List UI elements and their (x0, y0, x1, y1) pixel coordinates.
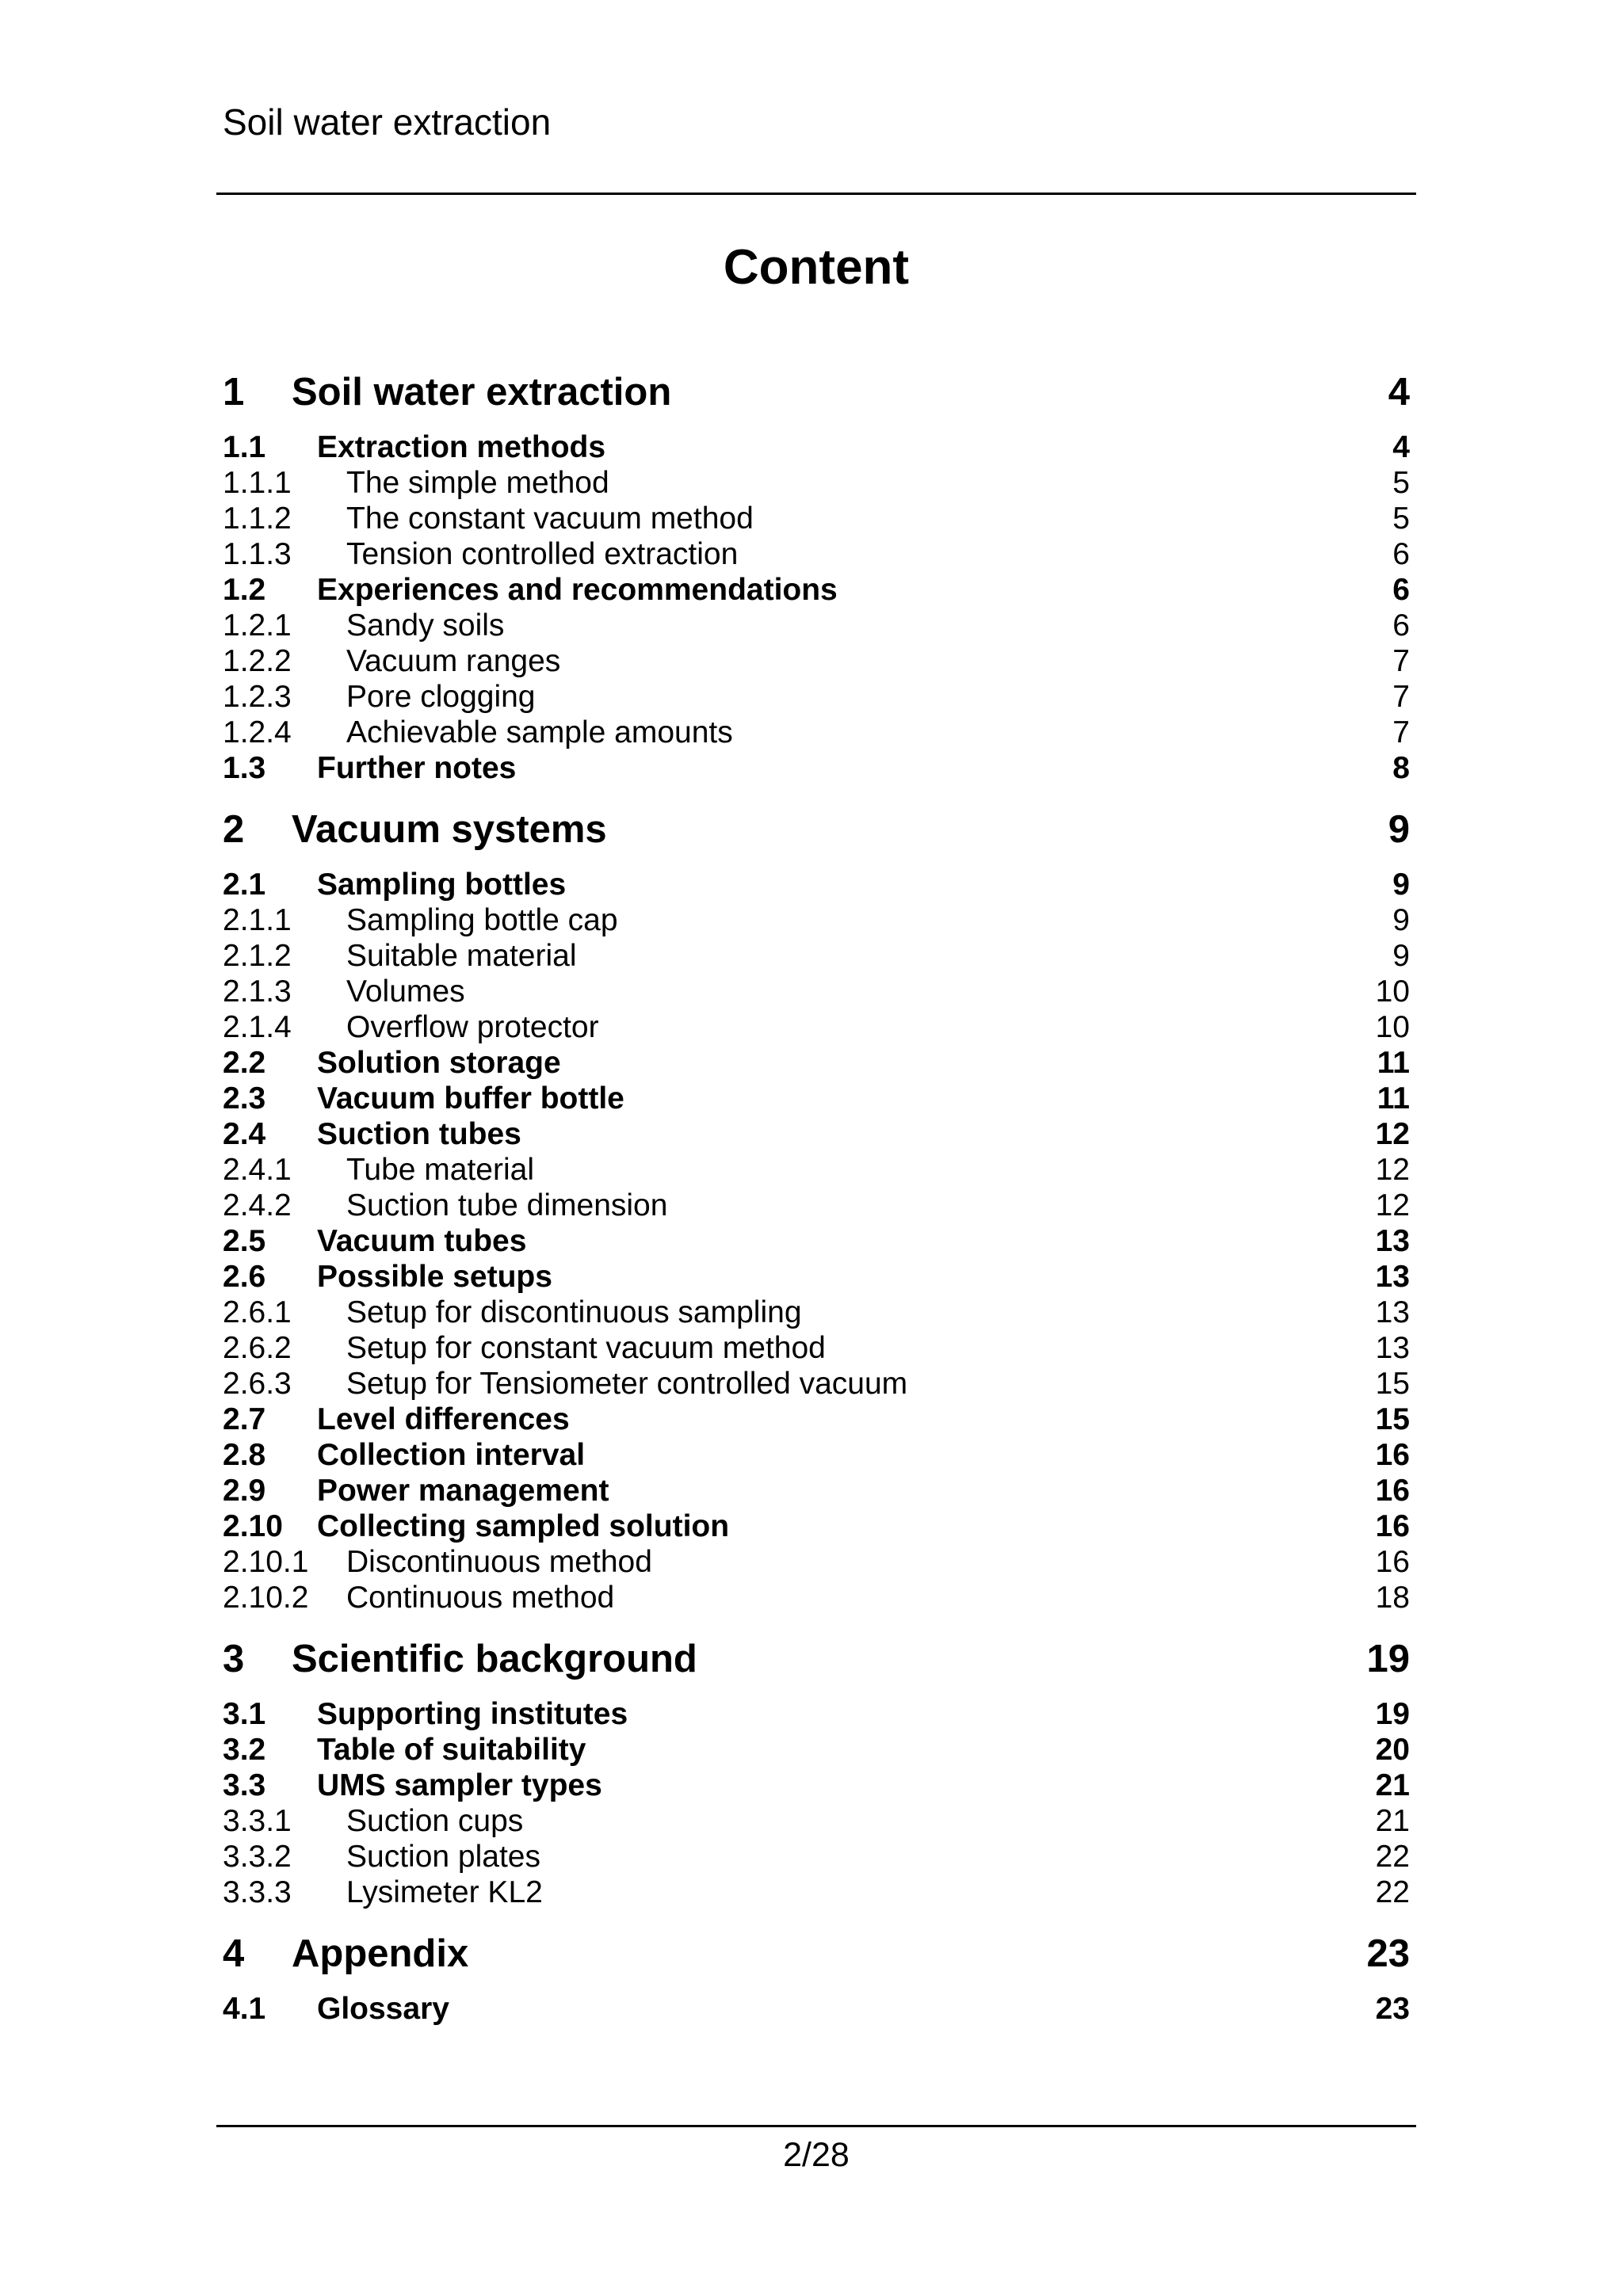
toc-page: 4 (1388, 371, 1410, 414)
toc-page: 18 (1375, 1581, 1410, 1615)
toc-number: 1.2.3 (223, 680, 292, 714)
toc-page: 10 (1375, 974, 1410, 1009)
toc-number: 2.1.3 (223, 974, 292, 1009)
toc-number: 1.1.3 (223, 537, 292, 571)
toc-number: 1.1.1 (223, 466, 292, 500)
toc-title: Overflow protector (346, 1010, 599, 1044)
toc-number: 2.5 (223, 1224, 266, 1258)
toc-page: 11 (1377, 1046, 1410, 1080)
toc-title: The simple method (346, 466, 609, 500)
page-number: 2/28 (783, 2136, 850, 2174)
toc-title: Glossary (317, 1992, 449, 2026)
toc-number: 2.4 (223, 1117, 266, 1151)
toc-title: Setup for Tensiometer controlled vacuum (346, 1367, 908, 1401)
toc-page: 16 (1375, 1474, 1410, 1508)
toc-number: 3.2 (223, 1733, 266, 1767)
toc-title: Power management (317, 1474, 609, 1508)
toc-page: 6 (1392, 573, 1410, 607)
toc-number: 2.3 (223, 1081, 266, 1116)
toc-number: 2.10 (223, 1509, 283, 1543)
toc-title: Achievable sample amounts (346, 715, 733, 749)
toc-number: 2.10.1 (223, 1545, 309, 1579)
toc-page: 16 (1375, 1438, 1410, 1472)
toc-page: 22 (1375, 1875, 1410, 1909)
toc-page: 21 (1375, 1768, 1410, 1802)
toc-title: Collection interval (317, 1438, 586, 1472)
toc-page: 7 (1392, 680, 1410, 714)
toc-number: 3 (223, 1638, 245, 1680)
toc-page: 5 (1392, 466, 1410, 500)
toc-number: 2.2 (223, 1046, 266, 1080)
toc-page: 19 (1375, 1697, 1410, 1731)
toc-number: 2.7 (223, 1402, 266, 1436)
toc-title: Setup for constant vacuum method (346, 1331, 826, 1365)
toc-page: 7 (1392, 644, 1410, 678)
toc-page: 23 (1366, 1932, 1410, 1975)
toc-number: 4.1 (223, 1992, 266, 2026)
toc-page: 9 (1392, 868, 1410, 902)
toc-page: 12 (1375, 1153, 1410, 1187)
toc-number: 3.1 (223, 1697, 266, 1731)
toc-page: 12 (1375, 1117, 1410, 1151)
toc-number: 2.6.3 (223, 1367, 292, 1401)
toc-title: Further notes (317, 751, 517, 785)
toc-number: 3.3 (223, 1768, 266, 1802)
toc-title: Appendix (292, 1932, 469, 1975)
toc-number: 2 (223, 808, 245, 851)
toc-number: 3.3.1 (223, 1804, 292, 1838)
toc-page: 13 (1375, 1260, 1410, 1294)
toc-number: 2.6.1 (223, 1295, 292, 1329)
toc-number: 1.2.4 (223, 715, 292, 749)
toc-number: 2.8 (223, 1438, 266, 1472)
toc-title: Soil water extraction (292, 371, 672, 414)
toc-title: Solution storage (317, 1046, 561, 1080)
toc-number: 2.4.2 (223, 1188, 292, 1222)
toc-title: Level differences (317, 1402, 570, 1436)
toc-number: 2.1 (223, 868, 266, 902)
toc-title: UMS sampler types (317, 1768, 602, 1802)
toc-page: 8 (1392, 751, 1410, 785)
toc-page: 22 (1375, 1840, 1410, 1874)
toc-number: 1.3 (223, 751, 266, 785)
toc-title: Suction tube dimension (346, 1188, 668, 1222)
toc-page: 13 (1375, 1224, 1410, 1258)
toc-title: Sampling bottle cap (346, 903, 618, 937)
toc-number: 2.4.1 (223, 1153, 292, 1187)
toc-page: 23 (1375, 1992, 1410, 2026)
toc-number: 2.10.2 (223, 1581, 309, 1615)
toc-number: 1.2 (223, 573, 266, 607)
toc-page: 16 (1375, 1545, 1410, 1579)
toc-title: Tension controlled extraction (346, 537, 739, 571)
toc-page: 15 (1375, 1367, 1410, 1401)
toc-number: 1.2.1 (223, 608, 292, 643)
toc-title: Lysimeter KL2 (346, 1875, 543, 1909)
toc-number: 4 (223, 1932, 245, 1975)
toc-title: Discontinuous method (346, 1545, 652, 1579)
toc-title: Volumes (346, 974, 465, 1009)
toc-page: 11 (1377, 1081, 1410, 1116)
toc-page: 16 (1375, 1509, 1410, 1543)
running-header: Soil water extraction (223, 101, 552, 143)
toc-title: Table of suitability (317, 1733, 586, 1767)
toc-title: Collecting sampled solution (317, 1509, 730, 1543)
toc-number: 2.1.1 (223, 903, 292, 937)
toc-page: 5 (1392, 502, 1410, 536)
toc-number: 2.1.4 (223, 1010, 292, 1044)
toc-title: Pore clogging (346, 680, 536, 714)
toc-page: 20 (1375, 1733, 1410, 1767)
toc-page: 7 (1392, 715, 1410, 749)
toc-title: Possible setups (317, 1260, 552, 1294)
toc-title: Extraction methods (317, 430, 606, 464)
toc-title: Continuous method (346, 1581, 615, 1615)
toc-title: Suction tubes (317, 1117, 521, 1151)
toc-title: Setup for discontinuous sampling (346, 1295, 802, 1329)
toc-page: 6 (1392, 608, 1410, 643)
toc-title: Vacuum buffer bottle (317, 1081, 624, 1116)
toc-title: Experiences and recommendations (317, 573, 838, 607)
toc-title: Vacuum systems (292, 808, 607, 851)
toc-page: 4 (1392, 430, 1410, 464)
toc-title: Scientific background (292, 1638, 697, 1680)
toc-number: 3.3.3 (223, 1875, 292, 1909)
toc-title: Vacuum tubes (317, 1224, 527, 1258)
toc-title: The constant vacuum method (346, 502, 754, 536)
toc-page: 9 (1392, 939, 1410, 973)
toc-number: 2.6.2 (223, 1331, 292, 1365)
toc-title: Supporting institutes (317, 1697, 628, 1731)
toc-page: 15 (1375, 1402, 1410, 1436)
toc-page: 12 (1375, 1188, 1410, 1222)
toc-number: 1.2.2 (223, 644, 292, 678)
toc-page: 9 (1392, 903, 1410, 937)
toc-number: 2.1.2 (223, 939, 292, 973)
toc-page: 10 (1375, 1010, 1410, 1044)
footer-rule (216, 2125, 1416, 2127)
toc-page: 19 (1366, 1638, 1410, 1680)
toc-number: 3.3.2 (223, 1840, 292, 1874)
header-rule (216, 193, 1416, 195)
toc-title: Sampling bottles (317, 868, 567, 902)
toc-page: 13 (1375, 1295, 1410, 1329)
toc-title: Vacuum ranges (346, 644, 561, 678)
toc-number: 1.1.2 (223, 502, 292, 536)
toc-page: 9 (1388, 808, 1410, 851)
page-title: Content (723, 240, 910, 295)
toc-title: Suitable material (346, 939, 577, 973)
toc-page: 6 (1392, 537, 1410, 571)
toc-number: 2.9 (223, 1474, 266, 1508)
toc-title: Suction plates (346, 1840, 540, 1874)
toc-page: 13 (1375, 1331, 1410, 1365)
toc-title: Suction cups (346, 1804, 524, 1838)
toc-page: 21 (1375, 1804, 1410, 1838)
toc-number: 2.6 (223, 1260, 266, 1294)
toc-title: Sandy soils (346, 608, 505, 643)
toc-number: 1.1 (223, 430, 266, 464)
toc-number: 1 (223, 371, 245, 414)
toc-title: Tube material (346, 1153, 534, 1187)
